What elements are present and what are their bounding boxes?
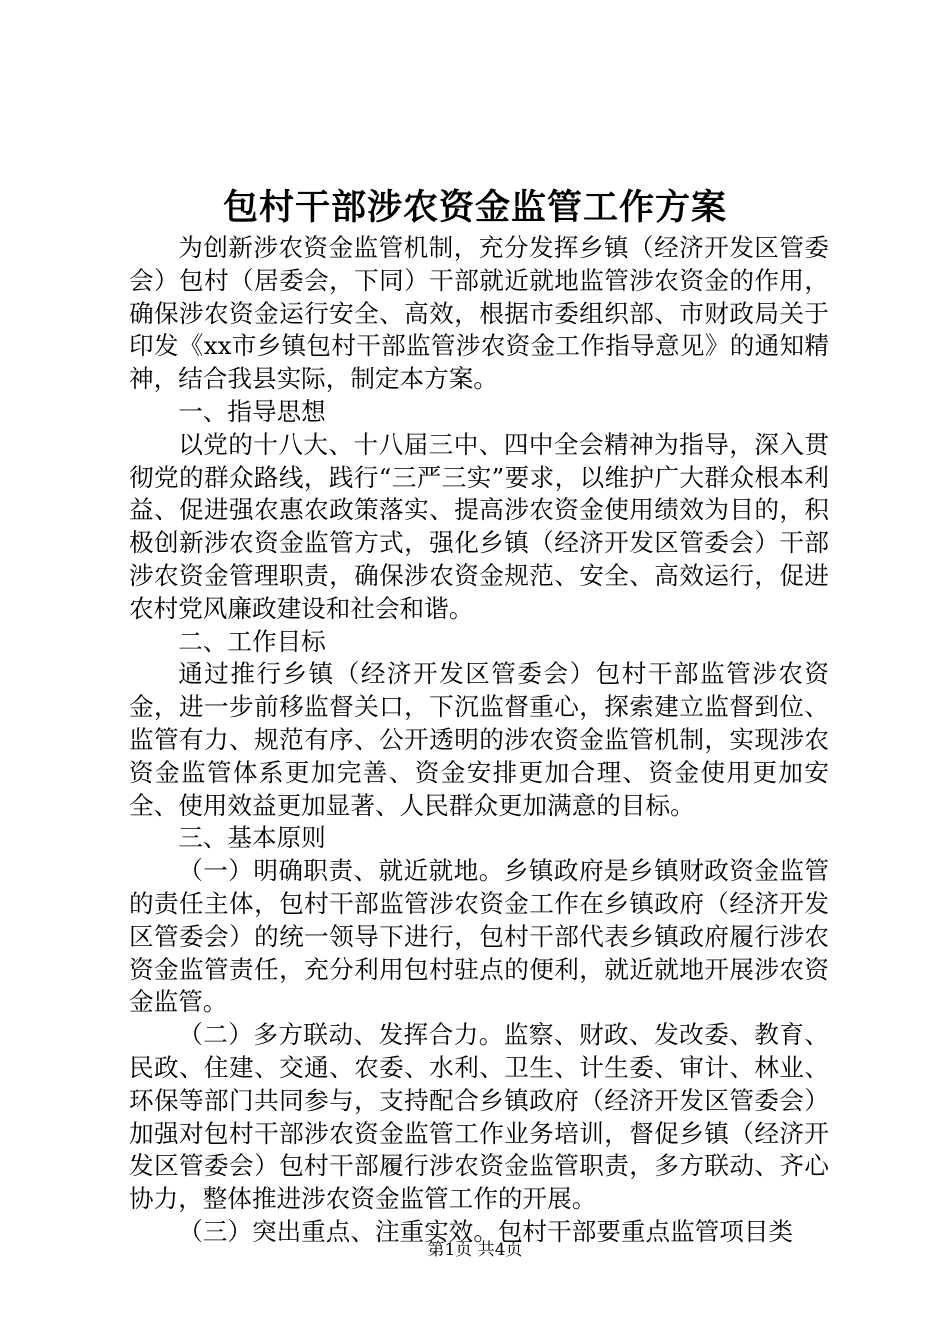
paragraph-principle-3: （三）突出重点、注重实效。包村干部要重点监管项目类 xyxy=(178,1216,794,1246)
section-heading-basic-principles: 三、基本原则 xyxy=(178,823,326,853)
section-heading-work-goals: 二、工作目标 xyxy=(178,626,326,656)
section-heading-guiding-ideology: 一、指导思想 xyxy=(178,396,326,426)
paragraph-principle-2: （二）多方联动、发挥合力。监察、财政、发改委、教育、民政、住建、交通、农委、水利、卫生、计生委、审计、林业、环保等部门共同参与，支持配合乡镇政府（经济开发区管委会）加强对包村干部涉农资金监管工作业务培训，督促乡镇（经济开发区管委会）包村干部履行涉农资金监管职责，多方联动、齐心协力，整体推进涉农资金监管工作的开展。 xyxy=(129,1020,829,1214)
document-title: 包村干部涉农资金监管工作方案 xyxy=(222,187,727,228)
document-body xyxy=(129,232,829,1249)
paragraph-guiding-ideology: 以党的十八大、十八届三中、四中全会精神为指导，深入贯彻党的群众路线，践行“三严三实”要求，以维护广大群众根本利益、促进强农惠农政策落实、提高涉农资金使用绩效为目的，积极创新涉农资金监管方式，强化乡镇（经济开发区管委会）干部涉农资金管理职责，确保涉农资金规范、安全、高效运行，促进农村党风廉政建设和社会和谐。 xyxy=(129,429,829,623)
paragraph-work-goals: 通过推行乡镇（经济开发区管委会）包村干部监管涉农资金，进一步前移监督关口，下沉监督重心，探索建立监督到位、监管有力、规范有序、公开透明的涉农资金监管机制，实现涉农资金监管体系更加完善、资金安排更加合理、资金使用更加安全、使用效益更加显著、人民群众更加满意的目标。 xyxy=(129,659,829,820)
page-footer: 第1页 共4页 xyxy=(427,1240,523,1260)
paragraph-intro: 为创新涉农资金监管机制，充分发挥乡镇（经济开发区管委会）包村（居委会，下同）干部就近就地监管涉农资金的作用，确保涉农资金运行安全、高效，根据市委组织部、市财政局关于印发《xx市乡镇包村干部监管涉农资金工作指导意见》的通知精神，结合我县实际，制定本方案。 xyxy=(129,233,829,394)
paragraph-principle-1: （一）明确职责、就近就地。乡镇政府是乡镇财政资金监管的责任主体，包村干部监管涉农资金工作在乡镇政府（经济开发区管委会）的统一领导下进行，包村干部代表乡镇政府履行涉农资金监管责任，充分利用包村驻点的便利，就近就地开展涉农资金监管。 xyxy=(129,856,829,1017)
